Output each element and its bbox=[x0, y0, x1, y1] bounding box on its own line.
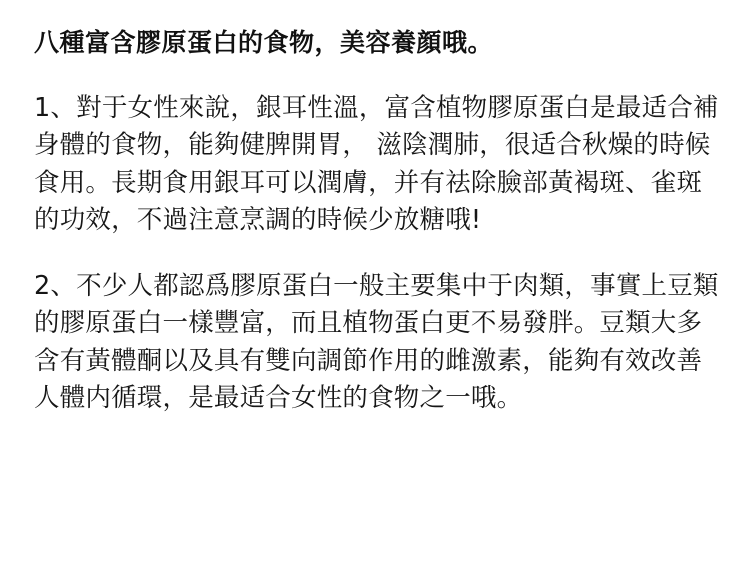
body-paragraph-1: 1、對于女性來說，銀耳性溫，富含植物膠原蛋白是最适合補身體的食物，能夠健脾開胃， 滋陰潤肺，很适合秋燥的時候食用。長期食用銀耳可以潤膚，并有祛除臉部黃褐斑、雀斑的功效，不過注意烹調的時候少放糖哦! bbox=[34, 92, 719, 236]
body-paragraph-2: 2、不少人都認爲膠原蛋白一般主要集中于肉類，事實上豆類的膠原蛋白一樣豐富，而且植物蛋白更不易發胖。豆類大多含有黃體酮以及具有雙向調節作用的雌激素，能夠有效改善人體内循環，是最适合女性的食物之一哦。 bbox=[34, 270, 719, 414]
page-title: 八種富含膠原蛋白的食物，美容養顔哦。 bbox=[34, 28, 494, 57]
